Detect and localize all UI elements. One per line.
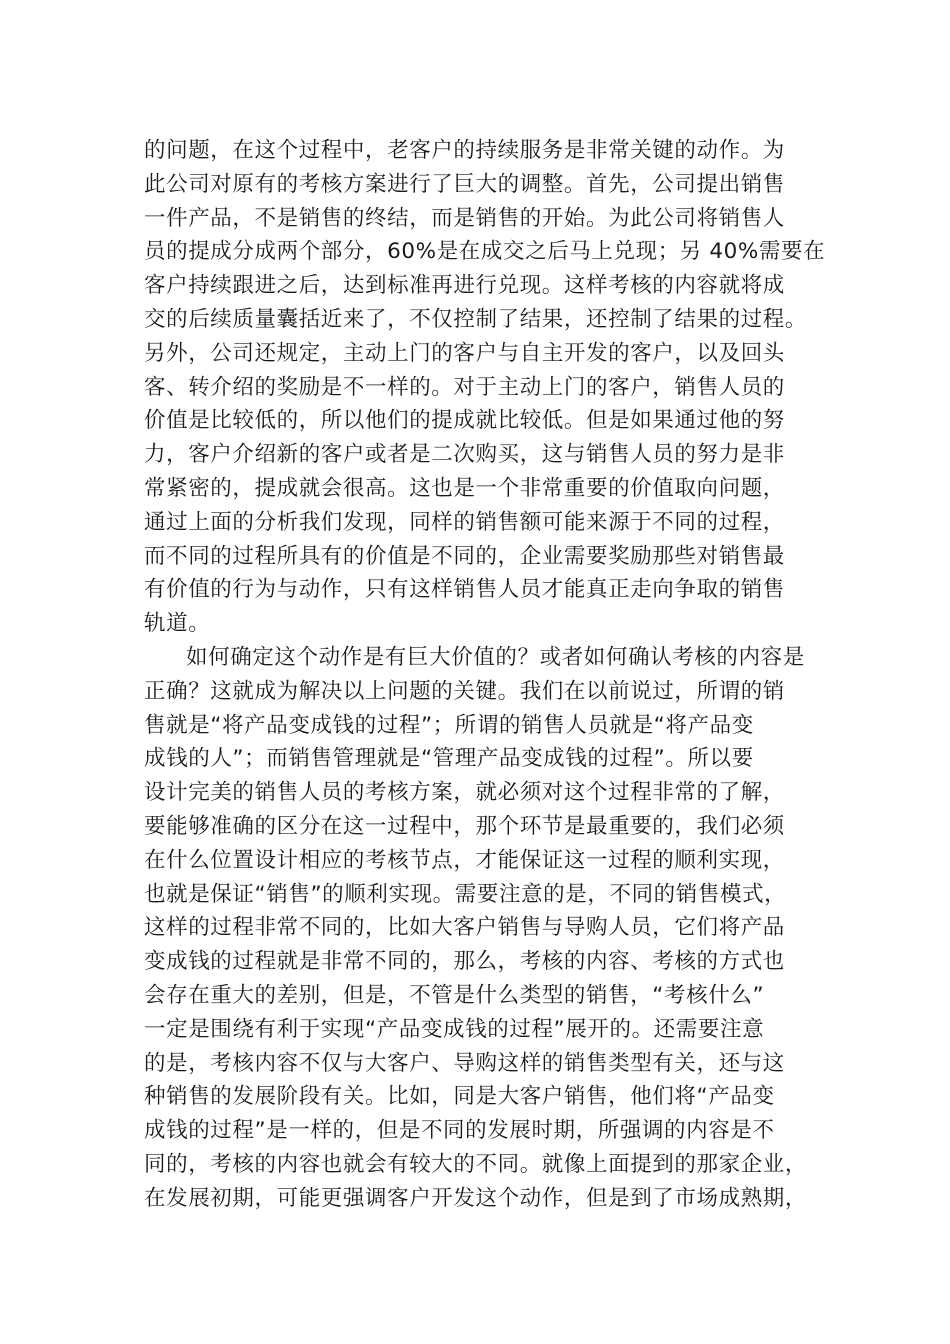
text-line: 力，客户介绍新的客户或者是二次购买，这与销售人员的努力是非: [144, 442, 785, 468]
text-line: 在什么位置设计相应的考核节点，才能保证这一过程的顺利实现，: [144, 847, 785, 873]
text-line: 交的后续质量囊括近来了，不仅控制了结果，还控制了结果的过程。: [144, 306, 808, 332]
text-line: 变成钱的过程就是非常不同的，那么，考核的内容、考核的方式也: [144, 949, 785, 975]
text-line: 会存在重大的差别，但是，不管是什么类型的销售，“考核什么”: [144, 982, 765, 1008]
text-line: 一件产品，不是销售的终结，而是销售的开始。为此公司将销售人: [144, 205, 785, 231]
text-line: 员的提成分成两个部分，60%是在成交之后马上兑现；另 40%需要在: [144, 239, 826, 265]
text-line: 设计完美的销售人员的考核方案，就必须对这个过程非常的了解，: [144, 780, 785, 806]
text-line: 同的，考核的内容也就会有较大的不同。就像上面提到的那家企业，: [144, 1151, 808, 1177]
text-line: 这样的过程非常不同的，比如大客户销售与导购人员，它们将产品: [144, 915, 785, 941]
text-line: 通过上面的分析我们发现，同样的销售额可能来源于不同的过程，: [144, 509, 785, 535]
text-line: 的问题，在这个过程中，老客户的持续服务是非常关键的动作。为: [144, 138, 785, 163]
text-line: 此公司对原有的考核方案进行了巨大的调整。首先，公司提出销售: [144, 171, 785, 197]
text-line: 成钱的过程”是一样的，但是不同的发展时期，所强调的内容是不: [144, 1118, 775, 1144]
text-line: 在发展初期，可能更强调客户开发这个动作，但是到了市场成熟期，: [144, 1185, 808, 1211]
text-line: 正确？这就成为解决以上问题的关键。我们在以前说过，所谓的销: [144, 678, 785, 704]
text-line: 客、转介绍的奖励是不一样的。对于主动上门的客户，销售人员的: [144, 374, 785, 400]
text-line: 的是，考核内容不仅与大客户、导购这样的销售类型有关，还与这: [144, 1050, 785, 1076]
text-line: 种销售的发展阶段有关。比如，同是大客户销售，他们将“产品变: [144, 1084, 775, 1110]
text-line: 有价值的行为与动作，只有这样销售人员才能真正走向争取的销售: [144, 577, 785, 603]
text-line: 要能够准确的区分在这一过程中，那个环节是最重要的，我们必须: [144, 813, 785, 839]
text-line: 也就是保证“销售”的顺利实现。需要注意的是，不同的销售模式，: [144, 881, 787, 907]
text-line: 一定是围绕有利于实现“产品变成钱的过程”展开的。还需要注意: [144, 1016, 765, 1042]
text-line: 另外，公司还规定，主动上门的客户与自主开发的客户，以及回头: [144, 340, 785, 366]
text-line: 成钱的人”；而销售管理就是“管理产品变成钱的过程”。所以要: [144, 746, 754, 772]
text-line: 而不同的过程所具有的价值是不同的，企业需要奖励那些对销售最: [144, 543, 785, 569]
paragraph-start-line: 如何确定这个动作是有巨大价值的？或者如何确认考核的内容是: [186, 644, 805, 670]
text-line: 客户持续跟进之后，达到标准再进行兑现。这样考核的内容就将成: [144, 273, 785, 299]
text-line: 常紧密的，提成就会很高。这也是一个非常重要的价值取向问题，: [144, 475, 785, 501]
text-line: 轨道。: [144, 611, 211, 637]
text-line: 售就是“将产品变成钱的过程”；所谓的销售人员就是“将产品变: [144, 712, 754, 738]
text-line: 价值是比较低的，所以他们的提成就比较低。但是如果通过他的努: [144, 408, 785, 434]
body-text: [144, 134, 826, 1216]
